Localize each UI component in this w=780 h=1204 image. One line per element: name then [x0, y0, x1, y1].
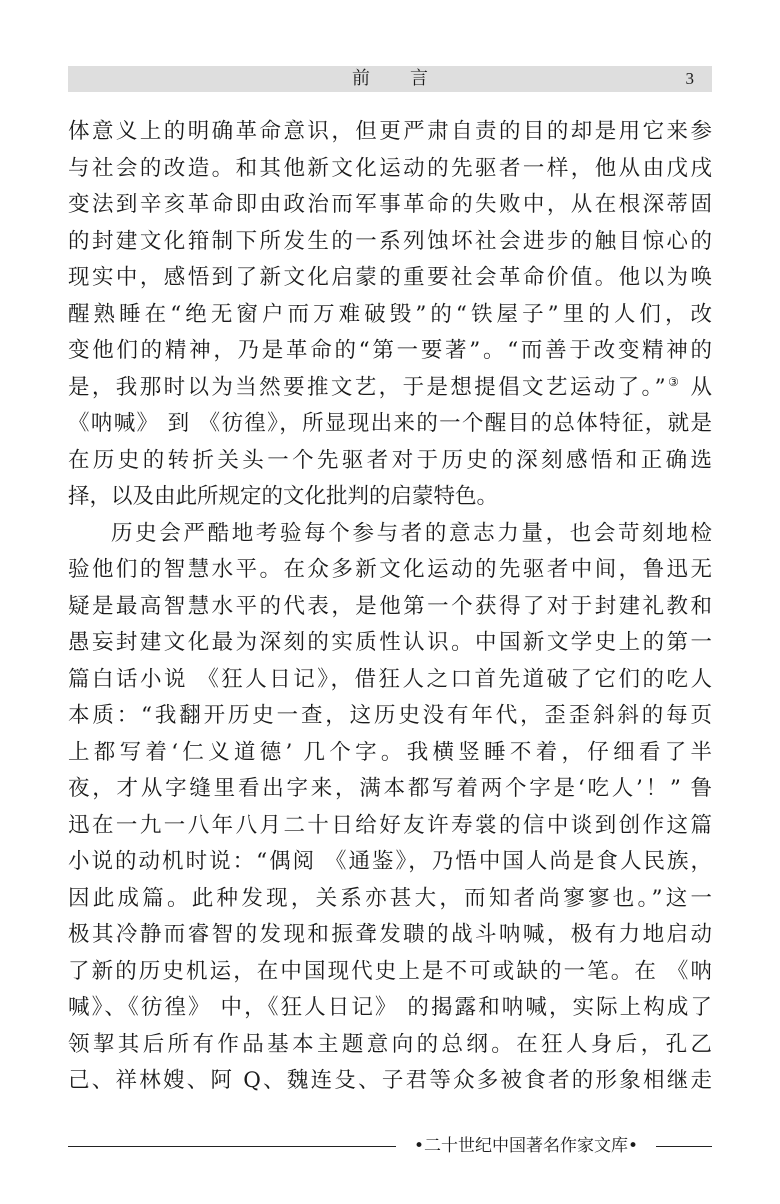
text-line: 《呐喊》 到 《彷徨》，所显现出来的一个醒目的总体特征，就是	[68, 411, 712, 436]
page-number: 3	[685, 69, 694, 88]
text-line: 了新的历史机运，在中国现代史上是不可或缺的一笔。在 《呐	[68, 958, 712, 984]
footnote-reference: ③	[665, 374, 682, 389]
text-line: 上都写着‘仁义道德’ 几个字。我横竖睡不着，仔细看了半	[68, 739, 712, 765]
text-line-with-footnote	[68, 370, 712, 407]
text-line-paragraph-end: 择，以及由此所规定的文化批判的启蒙特色。	[68, 484, 499, 509]
text-line: 迅在一九一八年八月二十日给好友许寿裳的信中谈到创作这篇	[68, 812, 712, 838]
text-line: 极其冷静而睿智的发现和振聋发聩的战斗呐喊，极有力地启动	[68, 922, 712, 947]
chapter-title: 前言	[352, 68, 468, 89]
text-line: 变法到辛亥革命即由政治而军事革命的失败中，从在根深蒂固	[68, 192, 712, 217]
text-line: 验他们的智慧水平。在众多新文化运动的先驱者中间，鲁迅无	[68, 557, 712, 582]
text-line: 变他们的精神，乃是革命的“第一要著”。“而善于改变精神的	[68, 338, 712, 363]
text-line: 与社会的改造。和其他新文化运动的先驱者一样，他从由戊戌	[68, 155, 712, 181]
text-line: 体意义上的明确革命意识，但更严肃自责的目的却是用它来参	[68, 119, 712, 144]
text-line-paragraph-start: 历史会严酷地考验每个参与者的意志力量，也会苛刻地检	[111, 520, 712, 546]
text-line: 愚妄封建文化最为深刻的实质性认识。中国新文学史上的第一	[68, 630, 712, 655]
text-line: 小说的动机时说：“偶阅 《通鉴》，乃悟中国人尚是食人民族，	[68, 849, 712, 874]
body-text	[68, 114, 712, 1100]
footer-rule-right	[656, 1146, 712, 1147]
text-line: 领挈其后所有作品基本主题意向的总纲。在狂人身后，孔乙	[68, 1031, 712, 1057]
text-line: 疑是最高智慧水平的代表，是他第一个获得了对于封建礼教和	[68, 593, 712, 619]
text-line: 因此成篇。此种发现，关系亦甚大，而知者尚寥寥也。”这一	[68, 885, 712, 911]
text-line: 在历史的转折关头一个先驱者对于历史的深刻感悟和正确选	[68, 447, 712, 473]
text-line: 的封建文化箝制下所发生的一系列蚀坏社会进步的触目惊心的	[68, 228, 712, 254]
text-line: 喊》、《彷徨》 中，《狂人日记》 的揭露和呐喊，实际上构成了	[68, 995, 712, 1020]
text-line: 醒熟睡在“绝无窗户而万难破毁”的“铁屋子”里的人们，改	[68, 301, 712, 327]
text-line: 夜，才从字缝里看出字来，满本都写着两个字是‘吃人’！” 鲁	[68, 776, 712, 801]
footer-rule-left	[68, 1146, 396, 1147]
text-segment: 是，我那时以为当然要推文艺，于是想提倡文艺运动了。”	[68, 374, 666, 400]
text-line: 己、祥林嫂、阿 Q、魏连殳、子君等众多被食者的形象相继走	[68, 1068, 712, 1093]
text-line: 篇白话小说 《狂人日记》，借狂人之口首先道破了它们的吃人	[68, 666, 712, 692]
running-header	[68, 66, 712, 92]
footer-series-title: •二十世纪中国著名作家文库•	[413, 1136, 639, 1156]
text-line: 本质：“我翻开历史一查，这历史没有年代，歪歪斜斜的每页	[68, 703, 712, 728]
text-segment: 从	[690, 374, 712, 400]
text-line: 现实中，感悟到了新文化启蒙的重要社会革命价值。他以为唤	[68, 265, 712, 290]
